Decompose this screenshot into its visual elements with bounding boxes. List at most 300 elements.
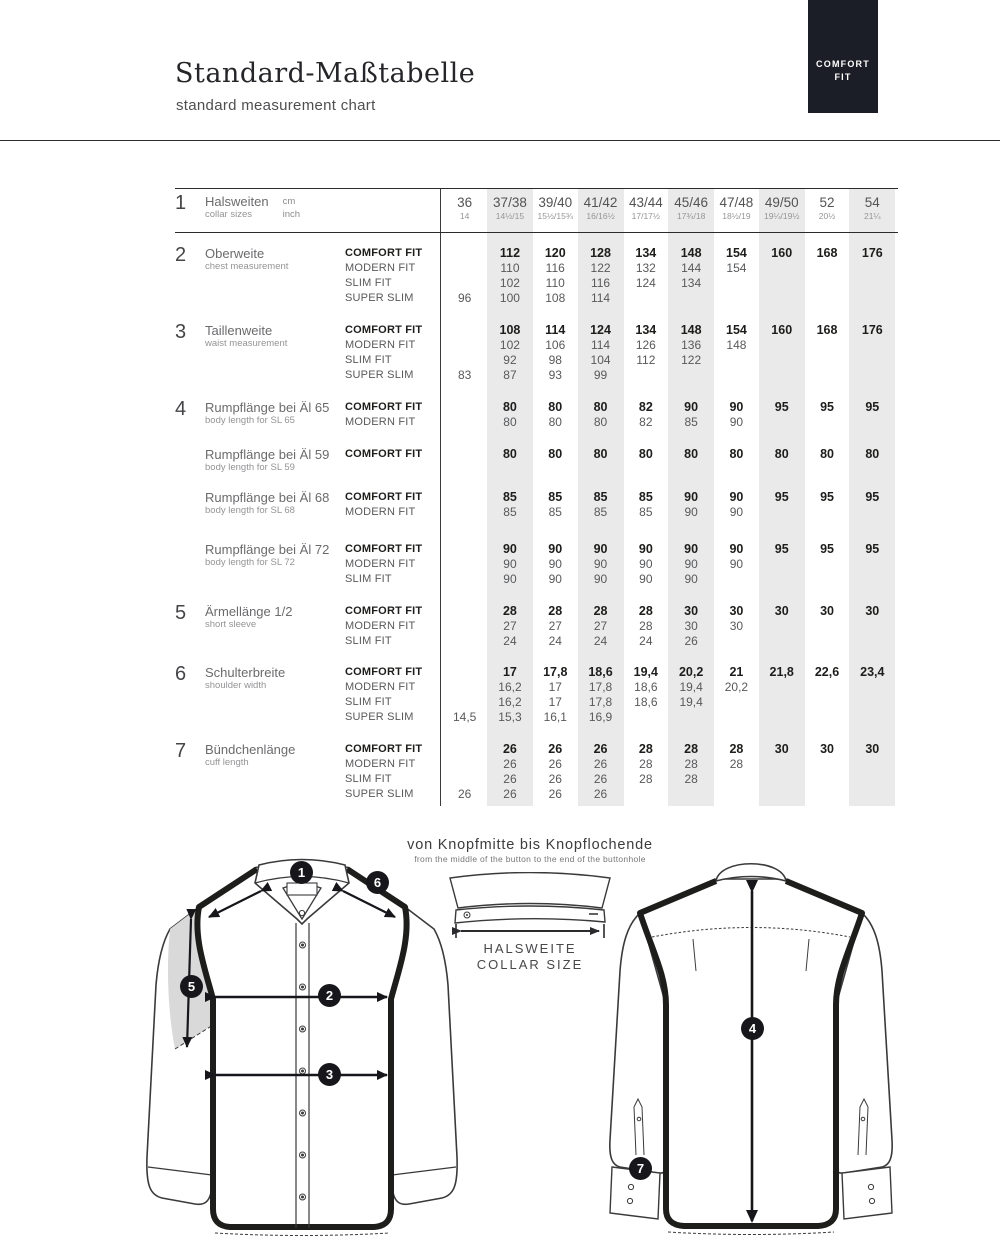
value-cell: 104	[590, 353, 611, 367]
row-number: 3	[175, 321, 187, 343]
row-label	[205, 246, 345, 276]
value-cell: 30	[684, 619, 698, 633]
value-cell: 24	[548, 634, 562, 648]
value-cell: 28	[684, 772, 698, 786]
value-cell: 90	[593, 572, 608, 586]
label-de: Schulterbreite	[205, 665, 286, 680]
fit-label: SLIM FIT	[345, 696, 392, 708]
value-cell: 26	[593, 787, 608, 801]
value-cell: 114	[545, 323, 566, 337]
measurement-row	[175, 742, 898, 802]
value-cell: 90	[729, 542, 744, 556]
collar-diagram	[448, 872, 612, 940]
right-cuff	[842, 1167, 892, 1219]
badge-line-1: COMFORT	[816, 58, 870, 69]
value-cell: 16,2	[498, 695, 522, 709]
value-cell: 90	[684, 505, 698, 519]
fit-label: MODERN FIT	[345, 506, 416, 518]
fit-label: MODERN FIT	[345, 758, 416, 770]
value-cell: 26	[593, 742, 608, 756]
value-cell: 154	[726, 246, 747, 260]
value-cell: 26	[548, 742, 563, 756]
fit-label: SLIM FIT	[345, 354, 392, 366]
label-de: Halsweiten	[205, 194, 269, 209]
value-cell: 90	[503, 572, 517, 586]
value-cell: 30	[774, 742, 789, 756]
value-cell: 90	[729, 415, 744, 429]
row-label	[205, 400, 345, 430]
value-cell: 16,2	[498, 680, 522, 694]
value-cell: 112	[499, 246, 521, 260]
collar-leaf	[450, 873, 610, 909]
collar-size-cell	[804, 194, 849, 232]
value-cell: 80	[684, 447, 699, 461]
fit-label: MODERN FIT	[345, 339, 416, 351]
value-cell: 26	[457, 787, 472, 801]
collar-size-cell	[442, 194, 487, 232]
value-cell: 168	[816, 323, 838, 337]
value-cell: 90	[729, 490, 744, 504]
value-cell: 85	[548, 490, 563, 504]
value-cell: 85	[684, 415, 698, 429]
value-cell: 28	[593, 604, 608, 618]
value-cell: 110	[500, 261, 520, 275]
fit-label: SLIM FIT	[345, 573, 392, 585]
value-cell: 80	[774, 447, 789, 461]
measure-marker-1: 1	[290, 861, 313, 884]
label-en: body length for SL 68	[205, 505, 295, 516]
value-cell: 95	[774, 400, 789, 414]
value-cell: 22,6	[814, 665, 840, 679]
value-cell: 112	[636, 353, 656, 367]
value-cell: 26	[503, 772, 517, 786]
row-number: 2	[175, 244, 187, 266]
row-number: 1	[175, 192, 187, 214]
label-en: body length for SL 72	[205, 557, 295, 568]
size-inch: 14	[459, 211, 470, 221]
value-cell: 21	[729, 665, 744, 679]
measure-marker-2: 2	[318, 984, 341, 1007]
value-cell: 110	[545, 276, 565, 290]
fit-label: MODERN FIT	[345, 416, 416, 428]
value-cell: 85	[548, 505, 562, 519]
value-cell: 80	[729, 447, 744, 461]
size-inch: 20½	[818, 211, 836, 221]
label-en: chest measurement	[205, 261, 289, 272]
value-cell: 80	[593, 447, 608, 461]
value-cell: 28	[729, 757, 744, 771]
value-cell: 126	[635, 338, 656, 352]
collar-size-cell	[714, 194, 759, 232]
value-cell: 95	[820, 542, 834, 556]
value-cell: 95	[820, 490, 834, 504]
size-inch: 16/16½	[586, 211, 615, 221]
size-inch: 18½/19	[722, 211, 751, 221]
fit-label: COMFORT FIT	[345, 543, 423, 555]
value-cell: 102	[499, 338, 520, 352]
value-cell: 148	[680, 246, 702, 260]
value-cell: 83	[457, 368, 472, 382]
value-cell: 90	[729, 557, 744, 571]
value-cell: 95	[865, 542, 880, 556]
value-cell: 28	[639, 619, 653, 633]
row-label	[205, 447, 345, 477]
fit-label: COMFORT FIT	[345, 324, 423, 336]
value-cell: 28	[638, 742, 653, 756]
collar-size-cell	[487, 194, 532, 232]
value-cell: 90	[638, 542, 653, 556]
fit-label: SUPER SLIM	[345, 711, 414, 723]
unit-inch: inch	[282, 209, 301, 220]
value-cell: 19,4	[679, 695, 703, 709]
value-cell: 122	[681, 353, 702, 367]
value-cell: 80	[548, 400, 563, 414]
value-cell: 30	[865, 742, 880, 756]
measure-marker-7: 7	[629, 1157, 652, 1180]
value-cell: 90	[684, 557, 698, 571]
value-cell: 80	[502, 400, 517, 414]
value-cell: 28	[638, 604, 653, 618]
value-cell: 124	[590, 323, 611, 337]
size-cm: 41/42	[583, 195, 618, 210]
value-cell: 26	[503, 787, 517, 801]
value-cell: 132	[635, 261, 656, 275]
value-cell: 134	[635, 246, 657, 260]
value-cell: 134	[635, 323, 657, 337]
unit-cm: cm	[282, 196, 296, 207]
value-cell: 19,4	[679, 680, 703, 694]
value-cell: 80	[548, 415, 562, 429]
label-de: Taillenweite	[205, 323, 273, 338]
value-cell: 90	[548, 557, 562, 571]
value-cell: 16,1	[543, 710, 567, 724]
value-cell: 85	[593, 490, 608, 504]
value-cell: 26	[548, 757, 562, 771]
value-cell: 80	[503, 415, 517, 429]
brand-label	[287, 883, 317, 895]
collar-size-cell	[759, 194, 804, 232]
fit-label: SUPER SLIM	[345, 292, 414, 304]
value-cell: 176	[861, 246, 883, 260]
label-de: Rumpflänge bei Äl 68	[205, 490, 330, 505]
value-cell: 80	[865, 447, 880, 461]
size-cm: 47/48	[719, 195, 754, 210]
fit-label: MODERN FIT	[345, 262, 416, 274]
value-cell: 93	[548, 368, 562, 382]
label-en: collar sizes	[205, 209, 252, 220]
value-cell: 148	[680, 323, 702, 337]
value-cell: 95	[774, 490, 789, 504]
collar-sizes-label	[205, 194, 345, 232]
measurement-row	[175, 246, 898, 306]
row-label	[205, 604, 345, 634]
page-subtitle: standard measurement chart	[176, 97, 376, 114]
row-label	[205, 542, 345, 572]
value-cell: 90	[502, 542, 517, 556]
value-cell: 20,2	[678, 665, 704, 679]
value-cell: 24	[593, 634, 608, 648]
fit-label: COMFORT FIT	[345, 448, 423, 460]
measurement-table	[175, 188, 898, 808]
value-cell: 80	[593, 415, 608, 429]
collar-size-cell	[623, 194, 668, 232]
value-cell: 28	[729, 742, 744, 756]
value-cell: 95	[865, 400, 880, 414]
shirt-front-diagram	[135, 857, 465, 1237]
fit-label: SLIM FIT	[345, 635, 392, 647]
value-cell: 27	[593, 619, 608, 633]
row-label	[205, 323, 345, 353]
label-en: short sleeve	[205, 619, 257, 630]
value-cell: 114	[590, 291, 611, 305]
row-number: 5	[175, 602, 187, 624]
value-cell: 90	[548, 542, 563, 556]
value-cell: 114	[590, 338, 611, 352]
fit-label: MODERN FIT	[345, 620, 416, 632]
value-cell: 24	[639, 634, 653, 648]
label-en: body length for SL 59	[205, 462, 295, 473]
value-cell: 27	[548, 619, 562, 633]
value-cell: 28	[684, 742, 699, 756]
shirt-back-diagram	[600, 855, 945, 1237]
value-cell: 28	[502, 604, 517, 618]
hem-stitch	[215, 1233, 389, 1236]
size-inch: 17/17½	[631, 211, 661, 221]
value-cell: 19,4	[633, 665, 658, 679]
measurement-row	[175, 490, 898, 520]
value-cell: 18,6	[588, 665, 613, 679]
label-de: Ärmellänge 1/2	[205, 604, 293, 619]
collar-size-cell	[533, 194, 578, 232]
value-cell: 99	[593, 368, 608, 382]
value-cell: 90	[684, 542, 699, 556]
value-cell: 18,6	[634, 695, 658, 709]
size-cm: 49/50	[764, 195, 799, 210]
value-cell: 160	[771, 246, 793, 260]
value-cell: 136	[681, 338, 702, 352]
fit-label: SLIM FIT	[345, 277, 392, 289]
value-cell: 80	[593, 400, 608, 414]
value-cell: 85	[593, 505, 608, 519]
value-cell: 28	[639, 772, 653, 786]
size-cm: 52	[819, 195, 835, 210]
value-cell: 95	[820, 400, 834, 414]
fit-label: COMFORT FIT	[345, 491, 423, 503]
value-cell: 26	[503, 757, 517, 771]
measure-marker-5: 5	[180, 975, 203, 998]
fit-label: SLIM FIT	[345, 773, 392, 785]
collar-size-cell	[850, 194, 895, 232]
measurement-row	[175, 400, 898, 430]
value-cell: 27	[503, 619, 517, 633]
row-label	[205, 665, 345, 695]
size-inch: 15½/15¾	[537, 211, 573, 221]
value-cell: 28	[639, 757, 653, 771]
value-cell: 28	[684, 757, 698, 771]
value-cell: 17,8	[543, 665, 568, 679]
fit-label: SUPER SLIM	[345, 369, 414, 381]
value-cell: 82	[639, 415, 653, 429]
value-cell: 90	[729, 400, 744, 414]
value-cell: 120	[544, 246, 566, 260]
value-cell: 90	[593, 557, 608, 571]
value-cell: 116	[590, 276, 611, 290]
measure-marker-4: 4	[741, 1017, 764, 1040]
value-cell: 100	[499, 291, 520, 305]
value-cell: 21,8	[769, 665, 794, 679]
badge-line-2: FIT	[834, 71, 852, 82]
value-cell: 26	[593, 757, 608, 771]
value-cell: 28	[548, 604, 563, 618]
collar-caption-en: COLLAR SIZE	[476, 957, 584, 972]
value-cell: 26	[548, 787, 562, 801]
measure-marker-6: 6	[366, 871, 389, 894]
value-cell: 87	[503, 368, 517, 382]
value-cell: 30	[820, 604, 834, 618]
row-label	[205, 742, 345, 772]
value-cell: 30	[729, 619, 744, 633]
value-cell: 90	[684, 400, 699, 414]
value-cell: 80	[638, 447, 653, 461]
size-cm: 39/40	[538, 195, 573, 210]
value-cell: 90	[593, 542, 608, 556]
row-label	[205, 490, 345, 520]
row-number: 6	[175, 663, 187, 685]
value-cell: 14,5	[452, 710, 477, 724]
measure-marker-3: 3	[318, 1063, 341, 1086]
value-cell: 90	[729, 505, 744, 519]
size-cm: 45/46	[674, 195, 709, 210]
value-cell: 85	[639, 505, 653, 519]
value-cell: 106	[545, 338, 566, 352]
measurement-row	[175, 323, 898, 383]
note-en: from the middle of the button to the end of the buttonhole	[414, 854, 646, 864]
measurement-row	[175, 665, 898, 725]
value-cell: 82	[638, 400, 653, 414]
value-cell: 134	[681, 276, 702, 290]
row-number	[175, 490, 205, 520]
value-cell: 90	[684, 490, 699, 504]
measurement-row	[175, 447, 898, 477]
label-de: Rumpflänge bei Äl 72	[205, 542, 330, 557]
value-cell: 30	[684, 604, 699, 618]
value-cell: 17,8	[588, 680, 613, 694]
size-cm: 36	[457, 195, 473, 210]
value-cell: 122	[590, 261, 611, 275]
value-cell: 15,3	[498, 710, 522, 724]
fit-label: MODERN FIT	[345, 681, 416, 693]
size-cm: 43/44	[628, 195, 663, 210]
value-cell: 90	[684, 572, 698, 586]
value-cell: 102	[499, 276, 520, 290]
value-cell: 16,9	[588, 710, 613, 724]
value-cell: 96	[457, 291, 472, 305]
value-cell: 95	[865, 490, 880, 504]
value-cell: 26	[684, 634, 698, 648]
value-cell: 26	[593, 772, 608, 786]
size-cm: 54	[864, 195, 880, 210]
value-cell: 17	[548, 695, 562, 709]
value-cell: 98	[548, 353, 562, 367]
value-cell: 128	[590, 246, 611, 260]
fit-label: COMFORT FIT	[345, 605, 423, 617]
value-cell: 95	[774, 542, 789, 556]
value-cell: 80	[548, 447, 563, 461]
label-en: waist measurement	[205, 338, 288, 349]
value-cell: 116	[545, 261, 565, 275]
comfort-fit-badge	[808, 0, 878, 113]
fit-label: SUPER SLIM	[345, 788, 414, 800]
label-en: cuff length	[205, 757, 249, 768]
value-cell: 168	[816, 246, 838, 260]
fit-label: MODERN FIT	[345, 558, 416, 570]
value-cell: 85	[638, 490, 653, 504]
value-cell: 20,2	[724, 680, 749, 694]
fit-label: COMFORT FIT	[345, 401, 423, 413]
value-cell: 90	[548, 572, 562, 586]
size-inch: 19¼/19½	[764, 211, 800, 221]
value-cell: 90	[503, 557, 517, 571]
measurement-row	[175, 542, 898, 587]
label-en: shoulder width	[205, 680, 267, 691]
value-cell: 18,6	[634, 680, 658, 694]
row-number: 7	[175, 740, 187, 762]
value-cell: 80	[820, 447, 834, 461]
collar-size-cell	[668, 194, 713, 232]
label-de: Rumpflänge bei Äl 59	[205, 447, 330, 462]
measurement-row	[175, 604, 898, 649]
value-cell: 85	[502, 490, 517, 504]
value-cell: 30	[820, 742, 834, 756]
size-cm: 37/38	[493, 195, 527, 210]
header-divider	[0, 140, 1000, 141]
collar-size-header-row	[175, 188, 898, 233]
value-cell: 154	[726, 261, 747, 275]
value-cell: 154	[726, 323, 747, 337]
fit-label: COMFORT FIT	[345, 743, 423, 755]
fit-label: COMFORT FIT	[345, 247, 423, 259]
hem-stitch	[668, 1232, 834, 1235]
value-cell: 26	[548, 772, 562, 786]
label-de: Bündchenlänge	[205, 742, 296, 757]
value-cell: 108	[499, 323, 521, 337]
value-cell: 17	[502, 665, 517, 679]
label-de: Rumpflänge bei Äl 65	[205, 400, 330, 415]
value-cell: 176	[861, 323, 883, 337]
value-cell: 90	[639, 572, 653, 586]
collar-size-cell	[578, 194, 623, 232]
note-de: von Knopfmitte bis Knopflochende	[407, 837, 653, 853]
value-cell: 148	[726, 338, 747, 352]
row-number: 4	[175, 398, 187, 420]
size-inch: 21¼	[864, 211, 881, 221]
value-cell: 30	[865, 604, 880, 618]
row-number	[175, 542, 205, 587]
value-cell: 124	[635, 276, 656, 290]
value-cell: 92	[503, 353, 517, 367]
collar-band	[455, 906, 605, 923]
value-cell: 23,4	[860, 665, 885, 679]
value-cell: 160	[771, 323, 793, 337]
value-cell: 144	[681, 261, 702, 275]
value-cell: 24	[503, 634, 517, 648]
label-de: Oberweite	[205, 246, 265, 261]
collar-caption-de: HALSWEITE	[483, 941, 577, 956]
value-cell: 26	[502, 742, 517, 756]
label-en: body length for SL 65	[205, 415, 295, 426]
fit-label: COMFORT FIT	[345, 666, 423, 678]
page-title: Standard-Maßtabelle	[175, 58, 476, 89]
